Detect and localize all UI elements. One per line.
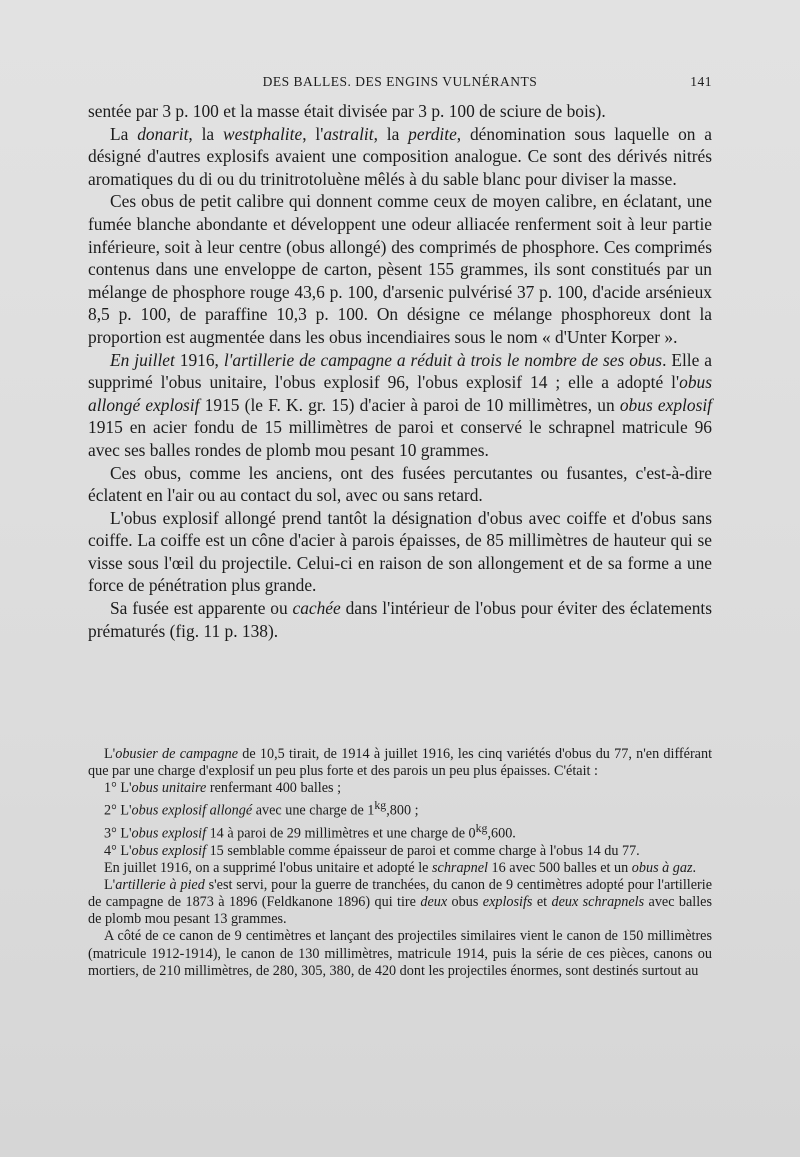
main-text: [88, 100, 712, 642]
paragraph-phosphorus: Ces obus de petit calibre qui donnent comme ceux de moyen calibre, en éclatant, une fumée blanche abondante et développent une odeur alliacée renferment soit à leur partie inférieure, soit à leur centre (obus allongé) des comprimés de phosphore. Ces comprimés contenus dans une enveloppe de carton, pèsent 155 grammes, ils sont constitués par un mélange de phosphore rouge 43,6 p. 100, d'arsenic pulvérisé 37 p. 100, d'acide arsénieux 8,5 p. 100, de paraffine 10,3 p. 100. On désigne ce mélange phosphoreux dont la proportion est augmentée dans les obus incendiaires sous le nom « d'Unter Korper ».: [88, 191, 712, 347]
paragraph-july-1916: En juillet 1916, l'artillerie de campagne a réduit à trois le nombre de ses obus. Elle a supprimé l'obus unitaire, l'obus explosif 96, l'obus explosif 14 ; elle a adopté l'obus allongé explosif 1915 (le F. K. gr. 15) d'acier à paroi de 10 millimètres, un obus explosif 1915 en acier fondu de 15 millimètres de paroi et conservé le schrapnel matricule 96 avec ses balles rondes de plomb mou pesant 10 grammes.: [88, 349, 713, 460]
paragraph-coiffe: L'obus explosif allongé prend tantôt la désignation d'obus avec coiffe et d'obus sans coiffe. La coiffe est un cône d'acier à parois épaisses, de 85 millimètres de hauteur qui se visse sous l'œil du projectile. Celui-ci en raison de son allongement et de sa forme a une force de pénétration plus grande.: [88, 507, 712, 596]
note-obusier: L'obusier de campagne de 10,5 tirait, de 1914 à juillet 1916, les cinq variétés d'obus du 77, n'en différant que par une charge d'explosif un peu plus forte et des parois un peu plus épaisses. C'était :: [88, 746, 713, 780]
small-print-notes: [88, 746, 712, 980]
page-number: 141: [690, 74, 712, 89]
list-item: 2° L'obus explosif allongé avec une charge de $1^{kg},800$ ;: [104, 798, 419, 820]
running-title: DES BALLES. DES ENGINS VULNÉRANTS: [262, 74, 538, 89]
note-july-1916: En juillet 1916, on a supprimé l'obus unitaire et adopté le schrapnel 16 avec 500 balles et un obus à gaz.: [104, 860, 697, 877]
list-item: 1° L'obus unitaire renfermant 400 balles ;: [104, 780, 342, 797]
list-item: 4° L'obus explosif 15 semblable comme épaisseur de paroi et comme charge à l'obus 14 du 77.: [104, 842, 640, 859]
paragraph-explosives: La donarit, la westphalite, l'astralit, la perdite, dénomination sous laquelle on a désigné d'autres explosifs avaient une composition analogue. Ce sont des dérivés nitrés aromatiques du di ou du trinitrotoluène mêlés à du sable blanc pour diviser la masse.: [88, 123, 713, 189]
note-artillerie-a-pied: L'artillerie à pied s'est servi, pour la guerre de tranchées, du canon de 9 centimètres adopté pour l'artillerie de campagne de 1873 à 1896 (Feldkanone 1896) qui tire deux obus explosifs et deux schrapnels avec balles de plomb mou pesant 13 grammes.: [88, 877, 712, 928]
list-item: 3° L'obus explosif 14 à paroi de 29 millimètres et une charge de $0^{kg},600$.: [104, 821, 516, 842]
running-header: [88, 74, 712, 94]
paragraph-fuses: Ces obus, comme les anciens, ont des fusées percutantes ou fusantes, c'est-à-dire éclatent en l'air ou au contact du sol, avec ou sans retard.: [88, 462, 712, 506]
paragraph-continuation: sentée par 3 p. 100 et la masse était divisée par 3 p. 100 de sciure de bois).: [88, 101, 606, 121]
paragraph-fusee: Sa fusée est apparente ou cachée dans l'intérieur de l'obus pour éviter des éclatements prématurés (fig. 11 p. 138).: [88, 598, 712, 641]
note-heavy-guns: A côté de ce canon de 9 centimètres et lançant des projectiles similaires vient le canon de 150 millimètres (matricule 1912-1914), le canon de 130 millimètres, matricule 1914, puis la série de ces pièces, canons ou mortiers, de 210 millimètres, de 280, 305, 380, de 420 dont les projectiles énormes, sont destinés surtout au: [88, 928, 712, 979]
